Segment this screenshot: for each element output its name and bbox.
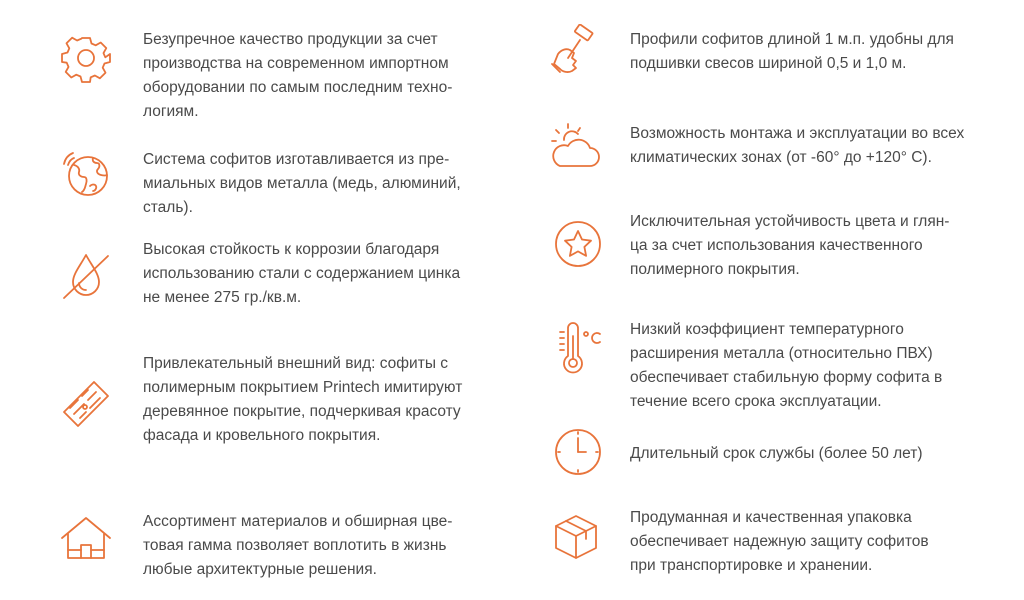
house-icon	[60, 512, 112, 564]
globe-icon	[60, 148, 112, 200]
sun-cloud-icon	[550, 120, 602, 172]
feature-profiles-text: Профили софитов длиной 1 м.п. удобны для подшивки свесов шириной 0,5 и 1,0 м.	[630, 31, 954, 72]
gear-icon	[60, 32, 112, 84]
feature-quality-text: Безупречное качество продукции за счет производства на современном импортном оборудовании по самым последним техно- логиям.	[143, 31, 453, 120]
feature-service-life-text: Длительный срок службы (более 50 лет)	[630, 445, 923, 462]
feature-corrosion-text: Высокая стойкость к коррозии благодаря использованию стали с содержанием цинка не менее 275 гр./кв.м.	[143, 241, 461, 306]
feature-packaging-text: Продуманная и качественная упаковка обеспечивает надежную защиту софитов при транспортировке и хранении.	[630, 509, 929, 574]
hammer-hand-icon	[548, 24, 600, 76]
feature-appearance-text: Привлекательный внешний вид: софиты с полимерным покрытием Printech имитируют деревянное покрытие, подчеркивая красоту фасада и кровельного покрытия.	[143, 355, 463, 444]
feature-metal-text: Система софитов изготавливается из пре- миальных видов металла (медь, алюминий, сталь).	[143, 151, 461, 216]
feature-expansion-text: Низкий коэффициент температурного расширения металла (относительно ПВХ) обеспечивает стабильную форму софита в течение всего срока эксплуатации.	[630, 321, 943, 410]
star-badge-icon	[552, 218, 604, 270]
feature-climate-text: Возможность монтажа и эксплуатации во всех климатических зонах (от -60° до +120° С).	[630, 125, 965, 166]
wood-plank-icon	[60, 378, 112, 430]
box-icon	[550, 510, 602, 562]
clock-icon	[552, 426, 604, 478]
feature-color-text: Исключительная устойчивость цвета и глян- ца за счет использования качественного полимерного покрытия.	[630, 213, 950, 278]
feature-assortment-text: Ассортимент материалов и обширная цве- товая гамма позволяет воплотить в жизнь любые архитектурные решения.	[143, 513, 453, 578]
thermometer-icon	[552, 322, 604, 374]
no-water-drop-icon	[60, 250, 112, 302]
